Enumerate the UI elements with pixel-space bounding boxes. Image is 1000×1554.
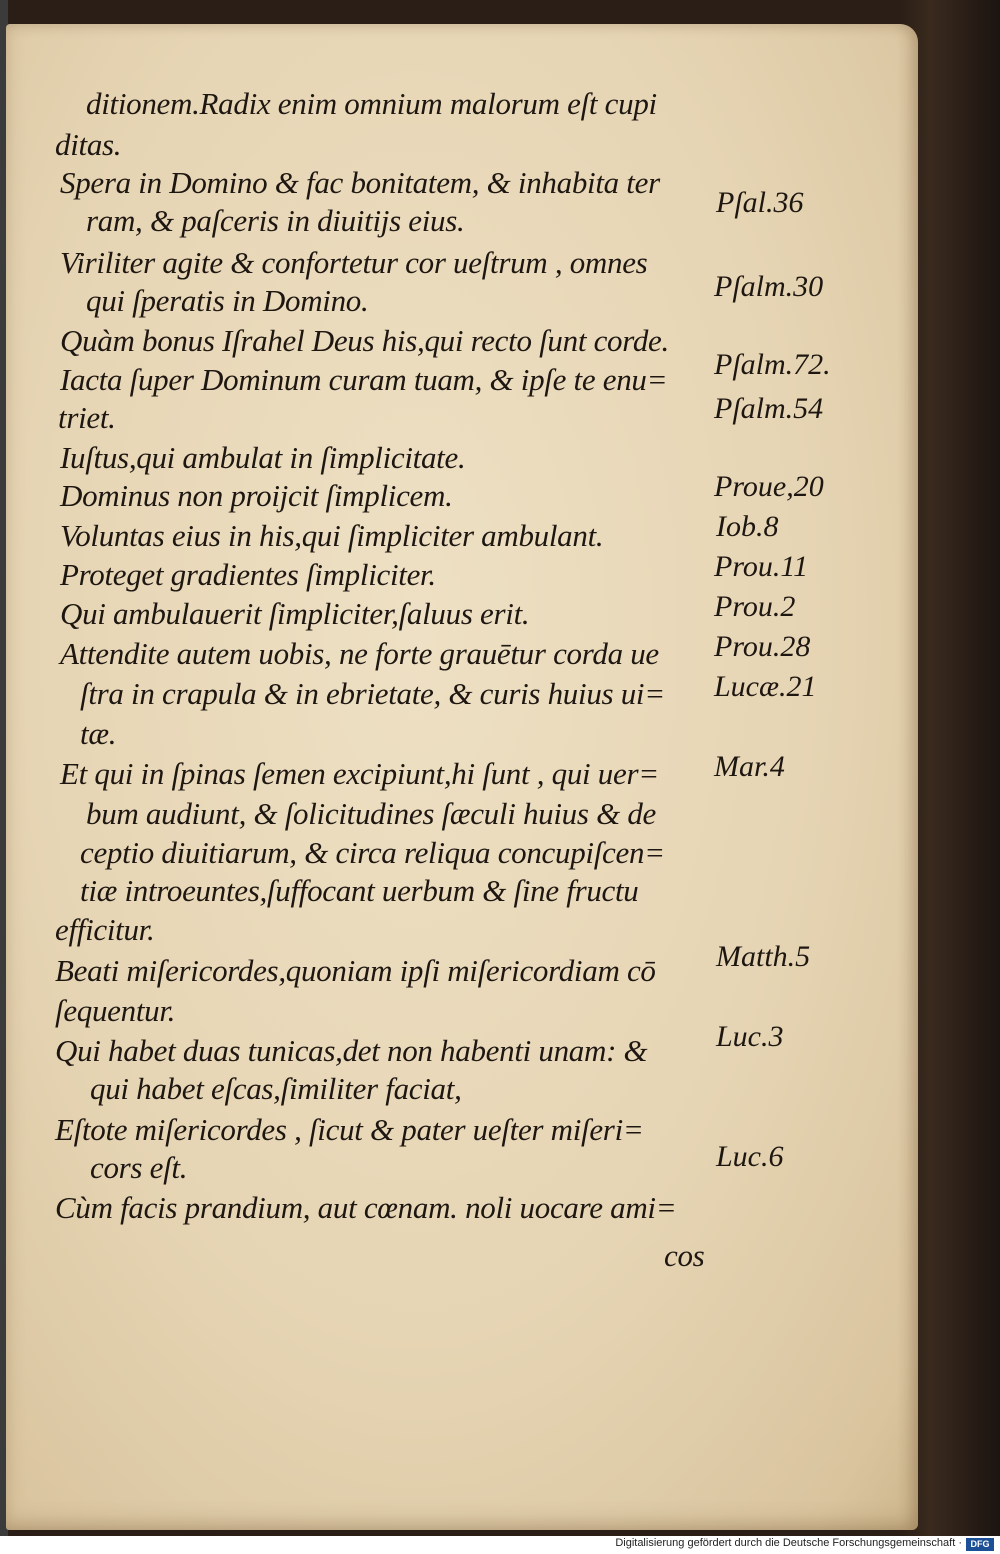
catchword: cos — [664, 1238, 705, 1273]
margin-reference: Iob.8 — [716, 510, 779, 543]
text-line: Iuſtus,qui ambulat in ſimplicitate. — [60, 440, 466, 475]
text-line: ditionem.Radix enim omnium malorum eſt cupi — [86, 86, 657, 121]
text-line: Dominus non proijcit ſimplicem. — [60, 478, 453, 513]
margin-reference: Pſalm.72. — [714, 348, 831, 381]
margin-reference: Prou.11 — [714, 550, 809, 583]
text-line: Eſtote miſericordes , ſicut & pater ueſter miſeri= — [55, 1112, 644, 1147]
text-line: Iacta ſuper Dominum curam tuam, & ipſe te enu= — [60, 362, 668, 397]
text-line: qui ſperatis in Domino. — [86, 283, 369, 318]
text-line: tiæ introeuntes,ſuffocant uerbum & ſine fructu — [80, 873, 639, 908]
footer-credit: Digitalisierung gefördert durch die Deutsche Forschungsgemeinschaft · — [615, 1537, 962, 1549]
margin-reference: Matth.5 — [716, 940, 811, 973]
footer-bar — [0, 1536, 1000, 1554]
text-line: Viriliter agite & confortetur cor ueſtrum , omnes — [60, 245, 648, 280]
text-line: Qui habet duas tunicas,det non habenti unam: & — [55, 1033, 648, 1068]
text-line: Qui ambulauerit ſimpliciter,ſaluus erit. — [60, 596, 530, 631]
text-line: efficitur. — [55, 912, 155, 947]
margin-reference: Luc.3 — [716, 1020, 784, 1053]
margin-reference: Lucæ.21 — [714, 670, 817, 703]
text-line: ditas. — [55, 127, 122, 162]
text-line: Beati miſericordes,quoniam ipſi miſericordiam cō — [55, 953, 656, 988]
text-line: Et qui in ſpinas ſemen excipiunt,hi ſunt , qui uer= — [60, 756, 659, 791]
margin-reference: Prou.2 — [714, 590, 796, 623]
text-line: qui habet eſcas,ſimiliter faciat, — [90, 1071, 462, 1106]
text-line: Voluntas eius in his,qui ſimpliciter ambulant. — [60, 518, 604, 553]
text-line: Proteget gradientes ſimpliciter. — [60, 557, 436, 592]
margin-reference: Mar.4 — [714, 750, 785, 783]
text-line: ram, & paſceris in diuitijs eius. — [86, 203, 465, 238]
text-line: Quàm bonus Iſrahel Deus his,qui recto ſunt corde. — [60, 323, 669, 358]
text-line: triet. — [58, 400, 116, 435]
text-line: ſtra in crapula & in ebrietate, & curis huius ui= — [80, 676, 665, 711]
dfg-logo-icon: DFG — [966, 1538, 994, 1551]
margin-reference: Prou.28 — [714, 630, 811, 663]
text-line: Spera in Domino & fac bonitatem, & inhabita ter — [60, 165, 660, 200]
text-line: bum audiunt, & ſolicitudines ſæculi huius & de — [86, 796, 657, 831]
margin-reference: Pſalm.54 — [714, 392, 824, 425]
margin-reference: Proue,20 — [714, 470, 824, 503]
text-line: tæ. — [80, 716, 117, 751]
text-line: ceptio diuitiarum, & circa reliqua concupiſcen= — [80, 835, 665, 870]
margin-reference: Luc.6 — [716, 1140, 784, 1173]
text-line: Attendite autem uobis, ne forte grauētur corda ue — [60, 636, 659, 671]
text-line: ſequentur. — [55, 993, 176, 1028]
margin-reference: Pſal.36 — [716, 186, 804, 219]
margin-reference: Pſalm.30 — [714, 270, 824, 303]
text-line: cors eſt. — [90, 1150, 188, 1185]
text-line: Cùm facis prandium, aut cœnam. noli uocare ami= — [55, 1190, 677, 1225]
